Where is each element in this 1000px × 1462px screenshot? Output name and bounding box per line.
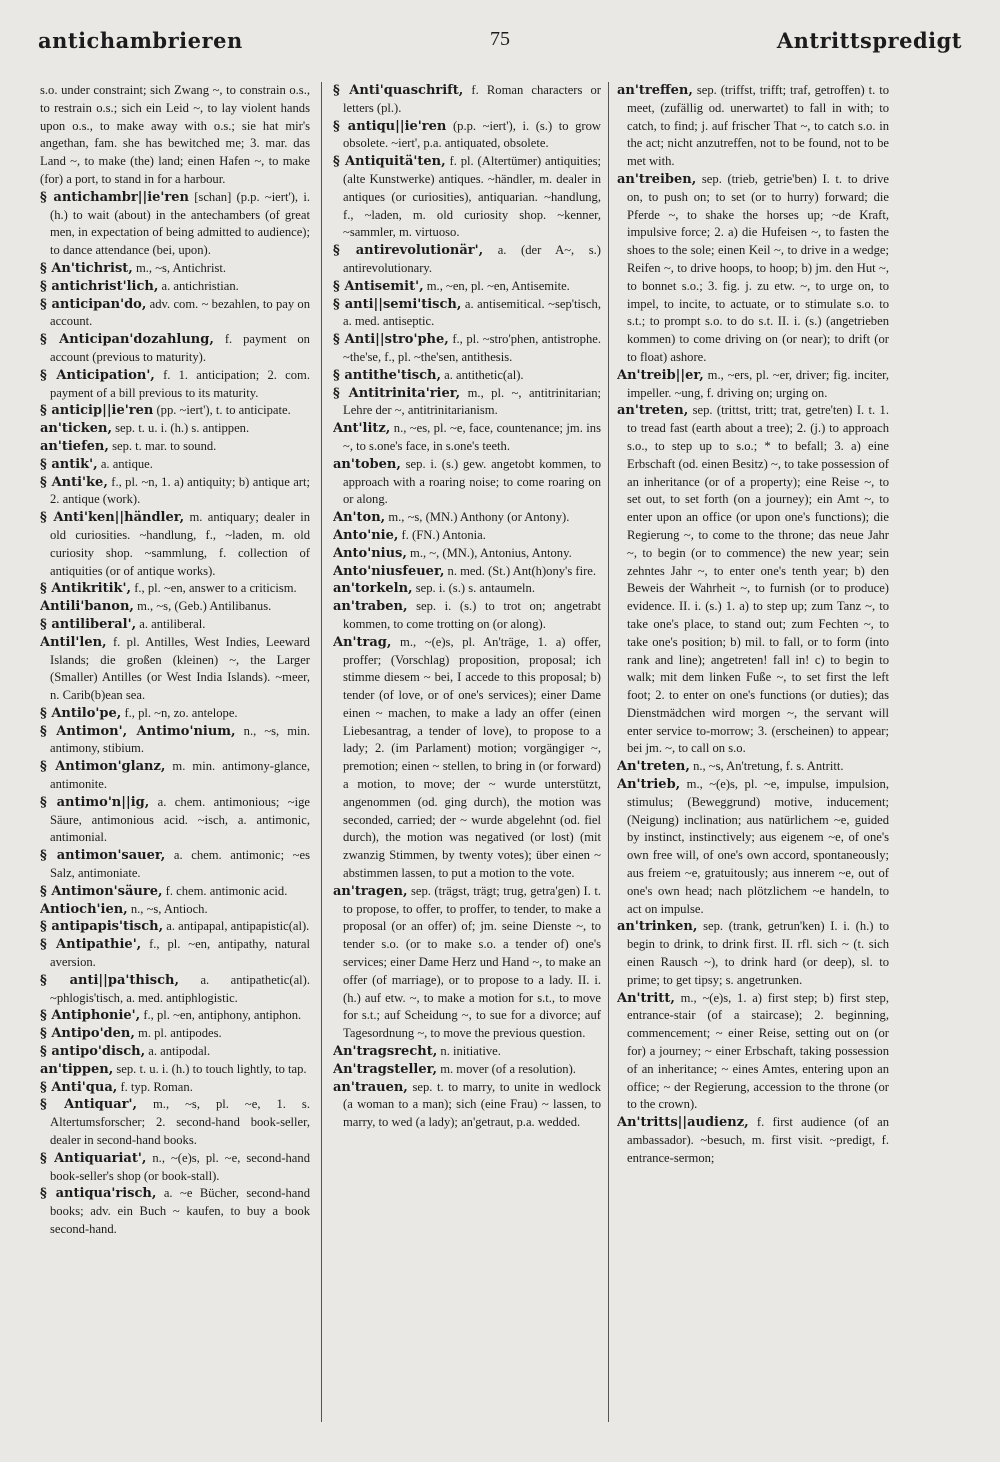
entry-definition: n., ~es, pl. ~e, face, countenance; jm. ins ~, to s.one's face, in s.one's teeth. bbox=[343, 421, 601, 453]
dictionary-entry bbox=[333, 883, 601, 1043]
entry-definition: f., pl. ~stro'phen, antistrophe. ~the'se, f., pl. ~the'sen, antithesis. bbox=[343, 332, 601, 364]
left-running-headword: antichambrieren bbox=[38, 28, 243, 53]
entry-headword: an'treten, bbox=[617, 403, 689, 419]
dictionary-entry bbox=[40, 402, 310, 420]
dictionary-entry bbox=[333, 367, 601, 385]
entry-headword: § antimon'sauer, bbox=[40, 848, 166, 864]
dictionary-entry bbox=[40, 296, 310, 332]
entry-definition: sep. (trank, getrun'ken) I. i. (h.) to begin to drink, to drink first. II. rfl. sich ~ (t. sich einen Rausch ~), to drink hard (or deep), sl. to prime; to get tipsy; s. angetrunken. bbox=[627, 919, 889, 987]
dictionary-entry bbox=[40, 918, 310, 936]
entry-definition: a. antipathetic(al). ~phlogis'tisch, a. med. antiphlogistic. bbox=[50, 972, 310, 1005]
entry-definition: m. min. antimony-glance, antimonite. bbox=[50, 759, 310, 792]
entry-definition: n., ~s, min. antimony, stibium. bbox=[50, 723, 310, 756]
entry-headword: Antili'banon, bbox=[40, 599, 134, 615]
entry-headword: § antithe'tisch, bbox=[333, 367, 442, 383]
entry-definition: sep. t. mar. to sound. bbox=[112, 438, 217, 453]
entry-headword: § antimo'n||ig, bbox=[40, 794, 150, 810]
entry-definition: [schan] (p.p. ~iert'), i. (h.) to wait (about) in the antechambers (of great men, in expectation of being admitted to audience); to dance attendance (bei, upon). bbox=[50, 189, 310, 258]
entry-headword: Anto'niusfeuer, bbox=[333, 563, 445, 579]
dictionary-entry bbox=[40, 972, 310, 1008]
entry-definition: a. chem. antimonic; ~es Salz, antimoniate. bbox=[50, 848, 310, 881]
dictionary-entry bbox=[333, 296, 601, 332]
entry-headword: § antirevolutionär', bbox=[333, 243, 484, 259]
entry-headword: § Antiquariat', bbox=[40, 1150, 147, 1166]
column-2 bbox=[333, 82, 601, 1422]
dictionary-entry bbox=[40, 1150, 310, 1186]
entry-definition: n. initiative. bbox=[440, 1044, 501, 1059]
entry-headword: § Antitrinita'rier, bbox=[333, 385, 461, 401]
column-divider bbox=[321, 82, 322, 1422]
entry-headword: § antiliberal', bbox=[40, 616, 137, 632]
entry-definition: n., ~(e)s, pl. ~e, second-hand book-seller's shop (or book-stall). bbox=[50, 1150, 310, 1183]
entry-definition: f. 1. anticipation; 2. com. payment of a bill previous to its maturity. bbox=[50, 367, 310, 400]
dictionary-entry bbox=[333, 153, 601, 242]
entry-definition: m., ~ers, pl. ~er, driver; fig. inciter, impeller. ~ung, f. driving on; urging on. bbox=[627, 367, 889, 400]
entry-headword: An'trieb, bbox=[617, 777, 681, 793]
entry-definition: m., ~en, pl. ~en, Antisemite. bbox=[426, 278, 570, 293]
column-1 bbox=[40, 82, 310, 1422]
entry-headword: Anto'nius, bbox=[333, 545, 407, 561]
entry-headword: § anticip||ie'ren bbox=[40, 403, 154, 419]
dictionary-entry bbox=[333, 420, 601, 456]
dictionary-entry bbox=[333, 634, 601, 883]
entry-definition: a. antichristian. bbox=[161, 278, 239, 293]
dictionary-entry bbox=[40, 901, 310, 919]
dictionary-entry bbox=[40, 82, 310, 189]
entry-definition: a. antiliberal. bbox=[139, 616, 206, 631]
dictionary-entry bbox=[40, 705, 310, 723]
dictionary-entry bbox=[40, 1061, 310, 1079]
entry-headword: An'tritts||audienz, bbox=[617, 1115, 749, 1131]
entry-headword: an'tragen, bbox=[333, 883, 408, 899]
dictionary-entry bbox=[40, 1025, 310, 1043]
dictionary-entry bbox=[333, 331, 601, 367]
entry-headword: § antiqua'risch, bbox=[40, 1186, 157, 1202]
entry-headword: § Antiphonie', bbox=[40, 1008, 141, 1024]
entry-headword: Antil'len, bbox=[40, 634, 107, 650]
dictionary-entry bbox=[40, 1096, 310, 1149]
entry-definition: sep. i. (s.) gew. angetobt kommen, to approach with a roaring noise; to come roaring on or along. bbox=[343, 456, 601, 507]
entry-headword: an'treffen, bbox=[617, 83, 693, 98]
dictionary-entry bbox=[40, 1185, 310, 1238]
dictionary-entry bbox=[40, 509, 310, 580]
entry-headword: an'tiefen, bbox=[40, 438, 109, 454]
entry-headword: § Anti'quaschrift, bbox=[333, 83, 464, 98]
entry-definition: a. antipapal, antipapistic(al). bbox=[166, 919, 310, 934]
entry-definition: sep. i. (s.) s. antaumeln. bbox=[415, 581, 535, 596]
dictionary-entry bbox=[333, 118, 601, 154]
entry-definition: a. antisemitical. ~sep'tisch, a. med. antiseptic. bbox=[343, 296, 601, 329]
entry-headword: An'treten, bbox=[617, 759, 690, 775]
entry-headword: § antik', bbox=[40, 456, 98, 472]
entry-headword: § An'tichrist, bbox=[40, 260, 133, 276]
entry-definition: f., pl. ~en, answer to a criticism. bbox=[134, 581, 297, 596]
column-3 bbox=[617, 82, 889, 1422]
dictionary-entry bbox=[617, 171, 889, 367]
entry-definition: f., pl. ~n, zo. antelope. bbox=[124, 705, 238, 720]
entry-definition: f. typ. Roman. bbox=[120, 1079, 193, 1094]
dictionary-entry bbox=[333, 82, 601, 118]
entry-definition: (p.p. ~iert'), i. (s.) to grow obsolete. ~iert', p.a. antiquated, obsolete. bbox=[343, 118, 601, 151]
entry-headword: § Antikritik', bbox=[40, 581, 132, 597]
entry-headword: an'trinken, bbox=[617, 919, 698, 935]
entry-headword: Ant'litz, bbox=[333, 421, 391, 437]
entry-definition: f., pl. ~en, antiphony, antiphon. bbox=[143, 1008, 302, 1023]
entry-headword: § antiqu||ie'ren bbox=[333, 118, 447, 134]
entry-definition: sep. i. (s.) to trot on; angetrabt kommen, to come trotting on (or along). bbox=[343, 599, 601, 631]
dictionary-entry bbox=[40, 189, 310, 260]
entry-definition: n. med. (St.) Ant(h)ony's fire. bbox=[447, 563, 597, 578]
entry-definition: a. antipodal. bbox=[148, 1044, 211, 1059]
dictionary-entry bbox=[617, 367, 889, 403]
entry-headword: § Antipathie', bbox=[40, 937, 142, 953]
entry-definition: f. chem. antimonic acid. bbox=[165, 883, 288, 898]
entry-definition: sep. (trägst, trägt; trug, getra'gen) I. t. to propose, to offer, to proffer, to tender, to make a proposal (or an offer) of; jm. seine Dienste ~, to tender s.o. (or to make s.o. a tender of) one's services; einer Dame Herz und Hand ~, to make an offer (of marriage), or to propose to a lady. II. i. (h.) auf etw. ~, to make a motion for s.t., to move for s.t.; auf Scheidung ~, to sue for a divorce; auf Tagesordnung ~, to move the previous question. bbox=[343, 883, 601, 1041]
entry-definition: f., pl. ~n, 1. a) antiquity; b) antique art; 2. antique (work). bbox=[50, 474, 310, 507]
dictionary-entry bbox=[333, 278, 601, 296]
entry-definition: m., ~s, Antichrist. bbox=[135, 260, 227, 275]
entry-definition: m., ~(e)s, 1. a) first step; b) first step, entrance-stair (of a staircase); 2. beginning, commencement; ~ einer Reise, setting out on (or for) a journey; ~ einer Erbschaft, taking possession of an inheritance; ~ eines Amtes, entering upon an office; ~ der Regierung, accession to the throne (or to the crown). bbox=[627, 990, 889, 1112]
dictionary-entry bbox=[40, 367, 310, 403]
dictionary-entry bbox=[333, 1061, 601, 1079]
entry-headword: § antipapis'tisch, bbox=[40, 919, 164, 935]
entry-headword: An'trag, bbox=[333, 634, 392, 650]
entry-definition: m., ~, (MN.), Antonius, Antony. bbox=[410, 545, 572, 560]
entry-headword: § anti||pa'thisch, bbox=[40, 972, 179, 988]
entry-headword: An'tritt, bbox=[617, 990, 675, 1006]
entry-headword: an'toben, bbox=[333, 456, 401, 472]
dictionary-entry bbox=[333, 1043, 601, 1061]
entry-headword: § antichambr||ie'ren bbox=[40, 189, 189, 205]
entry-headword: § Antiquar', bbox=[40, 1097, 137, 1113]
entry-headword: § Anti'ke, bbox=[40, 474, 108, 490]
entry-headword: § Anti'ken||händler, bbox=[40, 510, 185, 526]
entry-definition: sep. t. to marry, to unite in wedlock (a woman to a man); sich (eine Frau) ~ lassen, to marry, to wed (a lady); an'getraut, p.a. wedded. bbox=[343, 1079, 601, 1130]
entry-headword: § Anti||stro'phe, bbox=[333, 332, 449, 348]
entry-definition: (pp. ~iert'), t. to anticipate. bbox=[156, 403, 291, 418]
dictionary-entry bbox=[40, 1079, 310, 1097]
entry-definition: m., ~s, (MN.) Anthony (or Antony). bbox=[388, 510, 570, 525]
entry-definition: m., ~(e)s, pl. ~e, impulse, impulsion, stimulus; (Beweggrund) motive, inducement; (Neigung) inclination; aus natürlichem ~e, guided by instinct, instinctively; aus eigenem ~e, of one's own free will, of one's own accord, spontaneously; aus freiem ~e, gratuitously; aus innerem ~e, out of one's own head; nach plötzlichem ~e handeln, to act on impulse. bbox=[627, 777, 889, 916]
dictionary-entry bbox=[40, 794, 310, 847]
dictionary-entry bbox=[40, 580, 310, 598]
dictionary-entry bbox=[40, 616, 310, 634]
dictionary-entry bbox=[40, 260, 310, 278]
entry-definition: m. mover (of a resolution). bbox=[440, 1061, 576, 1076]
dictionary-entry bbox=[617, 82, 889, 171]
entry-definition: a. chem. antimonious; ~ige Säure, antimonious acid. ~isch, a. antimonic, antimonial. bbox=[50, 794, 310, 845]
entry-definition: n., ~s, Antioch. bbox=[130, 901, 208, 916]
entry-definition: a. antithetic(al). bbox=[444, 367, 524, 382]
entry-definition: m., pl. ~, antitrinitarian; Lehre der ~, antitrinitarianism. bbox=[343, 385, 601, 418]
dictionary-entry bbox=[617, 402, 889, 758]
entry-headword: an'traben, bbox=[333, 599, 408, 615]
dictionary-entry bbox=[40, 331, 310, 367]
entry-headword: An'tragsrecht, bbox=[333, 1044, 438, 1060]
entry-headword: § Antimon'säure, bbox=[40, 883, 163, 899]
dictionary-entry bbox=[40, 598, 310, 616]
entry-definition: adv. com. ~ bezahlen, to pay on account. bbox=[50, 296, 310, 329]
entry-headword: § antipo'disch, bbox=[40, 1044, 146, 1060]
entry-definition: f. Roman characters or letters (pl.). bbox=[343, 83, 601, 115]
entry-headword: § antichrist'lich, bbox=[40, 278, 159, 294]
page-number: 75 bbox=[490, 28, 510, 50]
dictionary-entry bbox=[40, 474, 310, 510]
dictionary-entry bbox=[333, 545, 601, 563]
entry-headword: § Antipo'den, bbox=[40, 1026, 135, 1042]
dictionary-entry bbox=[40, 278, 310, 296]
dictionary-entry bbox=[617, 1114, 889, 1167]
entry-headword: an'torkeln, bbox=[333, 581, 413, 597]
dictionary-entry bbox=[333, 563, 601, 581]
entry-definition: m., ~s, pl. ~e, 1. s. Altertumsforscher; 2. second-hand book-seller, dealer in second-hand books. bbox=[50, 1097, 310, 1148]
entry-headword: An'tragsteller, bbox=[333, 1061, 438, 1077]
dictionary-entry bbox=[333, 509, 601, 527]
entry-headword: § Antimon'glanz, bbox=[40, 759, 166, 775]
dictionary-entry bbox=[40, 438, 310, 456]
dictionary-entry bbox=[333, 385, 601, 421]
entry-definition: sep. (trittst, tritt; trat, getre'ten) I. t. 1. to tread fast (earth about a tree); 2. (j.) to approach s.o., to step up to s.o.; * to befall; 3. a) eine Erbschaft (od. einen Besitz) ~, to take possession of an inheritance (or of a property); eine Reise ~, to set out, to set forth (on a journey); ein Amt ~, to enter upon an office (or upon one's functions); die Regierung ~, to come to the throne; das neue Jahr ~, to begin (or to commence) the new year; sein zehntes Jahr ~, to enter one's tenth year; b) den Beweis der Wahrheit ~, to furnish (or to produce) evidence. II. i. (s.) 1. a) to step up; zum Tanz ~, to take one's place, to stand out; zum Fechten ~, to take one's position; b) mil. to fall, or to form (into rank and line); angetreten! fall in! c) to begin to walk; mit dem linken Fuße ~, to set first the left foot; 2. to enter on one's functions (or duties); das Dienstmädchen wird morgen ~, the servant will enter service to-morrow; 3. (erscheinen) to appear; bei jm. ~, to call on s.o. bbox=[627, 403, 889, 756]
dictionary-entry bbox=[40, 634, 310, 705]
dictionary-entry bbox=[333, 580, 601, 598]
entry-headword: § anti||semi'tisch, bbox=[333, 296, 462, 312]
dictionary-entry bbox=[40, 723, 310, 759]
dictionary-entry bbox=[333, 527, 601, 545]
entry-definition: f., pl. ~en, antipathy, natural aversion. bbox=[50, 937, 310, 970]
entry-definition: f. pl. (Altertümer) antiquities; (alte Kunstwerke) antiques. ~händler, m. dealer in antiques (or curiosities), antiquarian. ~handlung, f., ~laden, m. old curiosity shop. ~kenner, ~sammler, m. virtuoso. bbox=[343, 154, 601, 240]
entry-headword: § Antilo'pe, bbox=[40, 705, 122, 721]
entry-definition: m., ~(e)s, pl. An'träge, 1. a) offer, proffer; (Vorschlag) proposition, proposal; ich stimme diesem ~ bei, I accede to this proposal; b) tender (of love, or of one's services); einer Dame einen ~ machen, to make a lady an offer (einen Liebesantrag, a tender of love), to propose to a lady; 2. (im Parlament) motion; vorgängiger ~, premotion; einen ~ stellen, to bring in (or forward) a motion, to move; der ~ wurde unterstützt, angenommen (od. ging durch), the motion was seconded, carried; der ~ wurde abgelehnt (od. fiel durch), the motion was negatived (or lost) (mit zwanzig Stimmen, by twenty votes); über einen ~ abstimmen lassen, to put a motion to the vote. bbox=[343, 634, 601, 881]
entry-definition: f. first audience (of an ambassador). ~besuch, m. first visit. ~predigt, f. entrance-sermon; bbox=[627, 1115, 889, 1165]
entry-definition: sep. t. u. i. (h.) s. antippen. bbox=[115, 421, 250, 436]
entry-definition: f. payment on account (previous to maturity). bbox=[50, 332, 310, 364]
dictionary-entry bbox=[40, 758, 310, 794]
dictionary-entry bbox=[40, 456, 310, 474]
entry-headword: An'ton, bbox=[333, 510, 386, 526]
dictionary-entry bbox=[40, 420, 310, 438]
page-header bbox=[38, 28, 962, 62]
dictionary-entry bbox=[40, 1007, 310, 1025]
entry-definition: m. antiquary; dealer in old curiosities. ~handlung, f., ~laden, m. old curiosity shop. ~sammlung, f. collection of antiquities (or of antique works). bbox=[50, 510, 310, 578]
dictionary-entry bbox=[40, 1043, 310, 1061]
dictionary-entry bbox=[333, 456, 601, 509]
entry-headword: an'treiben, bbox=[617, 171, 697, 187]
entry-definition: sep. t. u. i. (h.) to touch lightly, to tap. bbox=[116, 1061, 307, 1076]
entry-definition: sep. (trieb, getrie'ben) I. t. to drive on, to push on; to set (or to hurry) forward; die Pferde ~, to shake the horses up; ~de Kraft, impulsive force; 2. a) die Hufeisen ~, to fasten the shoes to the sole; einen Keil ~, to drive in a wedge; Reifen ~, to drive hoops, to hoop; b) jm. den Hut ~, to bonnet s.o.; 3. fig. j. zu etw. ~, to urge on, to impel, to incite, to actuate, or to stimulate s.o. to s.t.; to prompt s.o. to do s.t. II. i. (s.) (angetrieben kommen) to come driving on (or near); to drift (or to float) ashore. bbox=[627, 171, 889, 364]
dictionary-entry bbox=[333, 598, 601, 634]
entry-headword: § Antisemit', bbox=[333, 278, 424, 294]
entry-definition: s.o. under constraint; sich Zwang ~, to constrain o.s., to restrain o.s.; sich ein Leid ~, to lay violent hands upon o.s., to make away with o.s.; sie hat mir's angethan, fam. she has bewitched me; 3. mar. das Land ~, to make (the) land; einen Hafen ~, to make (for) a port, to stand in for a harbour. bbox=[40, 83, 310, 186]
column-divider bbox=[608, 82, 609, 1422]
dictionary-entry bbox=[40, 883, 310, 901]
dictionary-entry bbox=[333, 242, 601, 278]
entry-headword: An'treib||er, bbox=[617, 367, 704, 383]
entry-headword: § Anticipation', bbox=[40, 367, 155, 383]
dictionary-entry bbox=[617, 758, 889, 776]
right-running-headword: Antrittspredigt bbox=[776, 28, 962, 53]
entry-headword: Anto'nie, bbox=[333, 527, 399, 543]
entry-headword: § anticipan'do, bbox=[40, 296, 147, 312]
entry-headword: an'trauen, bbox=[333, 1079, 408, 1095]
entry-definition: sep. (triffst, trifft; traf, getroffen) t. to meet, (zufällig od. unerwartet) to fall in with; to catch, to find; j. auf frischer That ~, to catch s.o. in the act; nicht anzutreffen, not to be found, not to be met with. bbox=[627, 83, 889, 169]
dictionary-entry bbox=[40, 936, 310, 972]
entry-definition: m., ~s, (Geb.) Antilibanus. bbox=[137, 599, 272, 614]
entry-headword: an'ticken, bbox=[40, 421, 112, 437]
entry-definition: f. (FN.) Antonia. bbox=[401, 527, 486, 542]
dictionary-entry bbox=[617, 776, 889, 918]
dictionary-entry bbox=[617, 990, 889, 1115]
entry-definition: a. antique. bbox=[100, 456, 153, 471]
dictionary-entry bbox=[40, 847, 310, 883]
entry-definition: m. pl. antipodes. bbox=[138, 1026, 222, 1041]
entry-definition: a. (der A~, s.) antirevolutionary. bbox=[343, 243, 601, 275]
entry-headword: § Antiquitä'ten, bbox=[333, 154, 446, 170]
entry-headword: § Anticipan'dozahlung, bbox=[40, 332, 214, 348]
entry-definition: f. pl. Antilles, West Indies, Leeward Islands; die großen (kleinen) ~, the Larger (Smaller) Antilles (or West India Islands). ~meer, n. Carib(b)ean sea. bbox=[50, 634, 310, 703]
entry-definition: n., ~s, An'tretung, f. s. Antritt. bbox=[693, 759, 844, 774]
entry-headword: § Anti'qua, bbox=[40, 1079, 118, 1095]
entry-headword: an'tippen, bbox=[40, 1061, 114, 1077]
entry-headword: § Antimon', Antimo'nium, bbox=[40, 723, 236, 739]
entry-headword: Antioch'ien, bbox=[40, 901, 128, 917]
entry-definition: a. ~e Bücher, second-hand books; adv. ein Buch ~ kaufen, to buy a book second-hand. bbox=[50, 1186, 310, 1236]
dictionary-entry bbox=[617, 918, 889, 989]
dictionary-entry bbox=[333, 1079, 601, 1132]
